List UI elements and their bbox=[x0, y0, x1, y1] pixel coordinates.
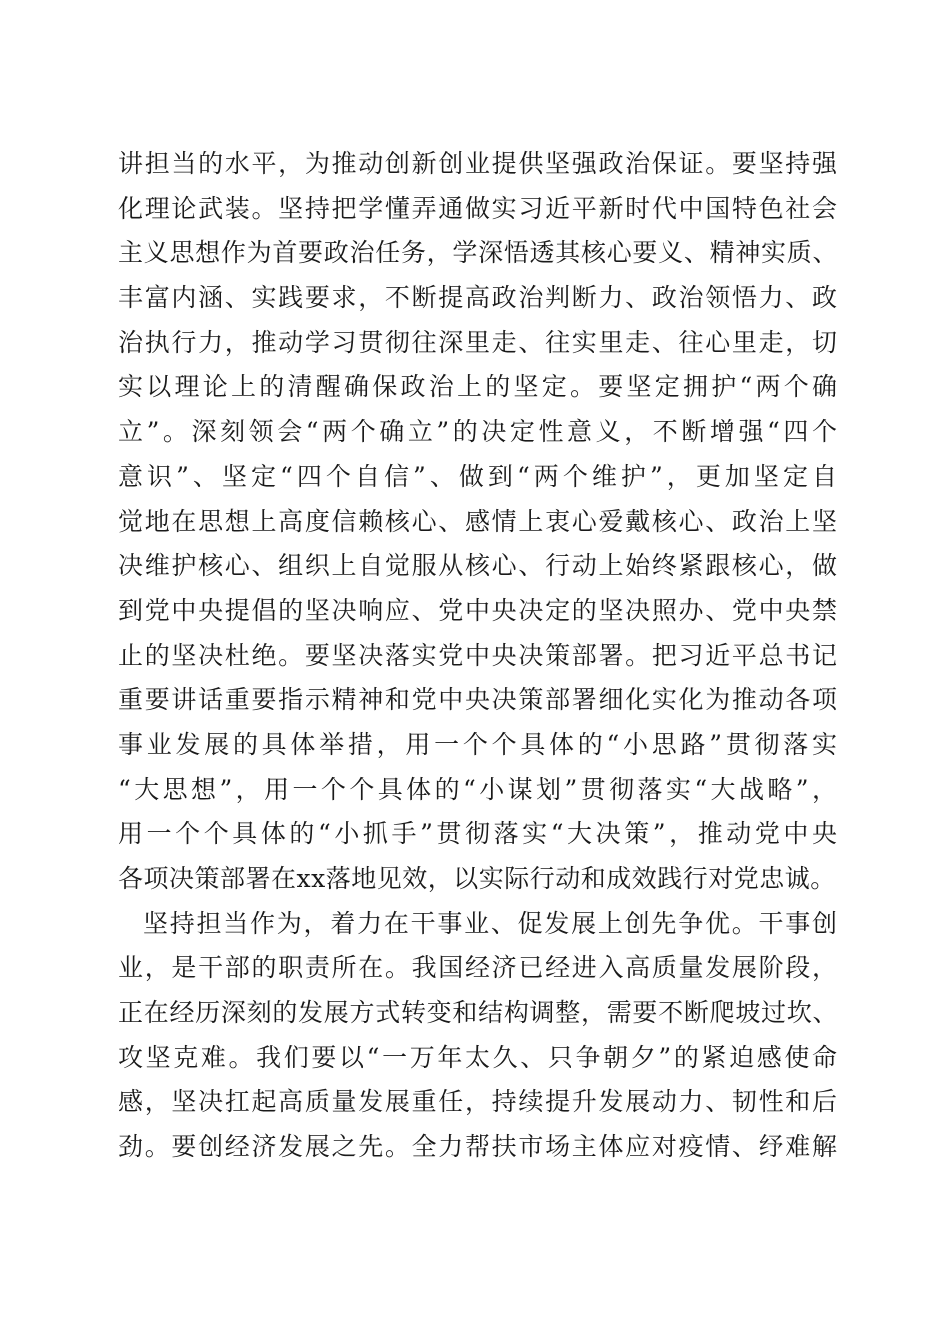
text-line: 正在经历深刻的发展方式转变和结构调整，需要不断爬坡过坎、 bbox=[118, 998, 838, 1028]
paragraph-start-line: 坚持担当作为，着力在干事业、促发展上创先争优。干事创 bbox=[143, 908, 838, 938]
text-line: 实以理论上的清醒确保政治上的坚定。要坚定拥护“两个确 bbox=[118, 372, 838, 402]
text-line: 止的坚决杜绝。要坚决落实党中央决策部署。把习近平总书记 bbox=[118, 640, 838, 670]
text-line: 攻坚克难。我们要以“一万年太久、只争朝夕”的紧迫感使命 bbox=[118, 1042, 838, 1072]
text-line: 化理论武装。坚持把学懂弄通做实习近平新时代中国特色社会 bbox=[118, 193, 838, 223]
text-line: “大思想”，用一个个具体的“小谋划”贯彻落实“大战略”， bbox=[118, 774, 838, 804]
text-line: 重要讲话重要指示精神和党中央决策部署细化实化为推动各项 bbox=[118, 685, 838, 715]
text-line: 主义思想作为首要政治任务，学深悟透其核心要义、精神实质、 bbox=[118, 238, 838, 268]
text-line: 劲。要创经济发展之先。全力帮扶市场主体应对疫情、纾难解 bbox=[118, 1132, 838, 1162]
text-line: 觉地在思想上高度信赖核心、感情上衷心爱戴核心、政治上坚 bbox=[118, 506, 838, 536]
text-line: 丰富内涵、实践要求，不断提高政治判断力、政治领悟力、政 bbox=[118, 283, 838, 313]
text-line: 感，坚决扛起高质量发展重任，持续提升发展动力、韧性和后 bbox=[118, 1087, 838, 1117]
text-line: 决维护核心、组织上自觉服从核心、行动上始终紧跟核心，做 bbox=[118, 551, 838, 581]
text-line: 到党中央提倡的坚决响应、党中央决定的坚决照办、党中央禁 bbox=[118, 595, 838, 625]
text-line: 治执行力，推动学习贯彻往深里走、往实里走、往心里走，切 bbox=[118, 327, 838, 357]
text-line: 事业发展的具体举措，用一个个具体的“小思路”贯彻落实 bbox=[118, 729, 838, 759]
body-text bbox=[118, 142, 838, 1170]
paragraph-end-line: 各项决策部署在xx落地见效，以实际行动和成效践行对党忠诚。 bbox=[118, 864, 836, 893]
text-line: 用一个个具体的“小抓手”贯彻落实“大决策”，推动党中央 bbox=[118, 819, 838, 849]
text-line: 业，是干部的职责所在。我国经济已经进入高质量发展阶段， bbox=[118, 953, 838, 983]
text-line: 意识”、坚定“四个自信”、做到“两个维护”，更加坚定自 bbox=[118, 461, 838, 491]
text-line: 立”。深刻领会“两个确立”的决定性意义，不断增强“四个 bbox=[118, 417, 838, 447]
text-line: 讲担当的水平，为推动创新创业提供坚强政治保证。要坚持强 bbox=[118, 149, 838, 178]
